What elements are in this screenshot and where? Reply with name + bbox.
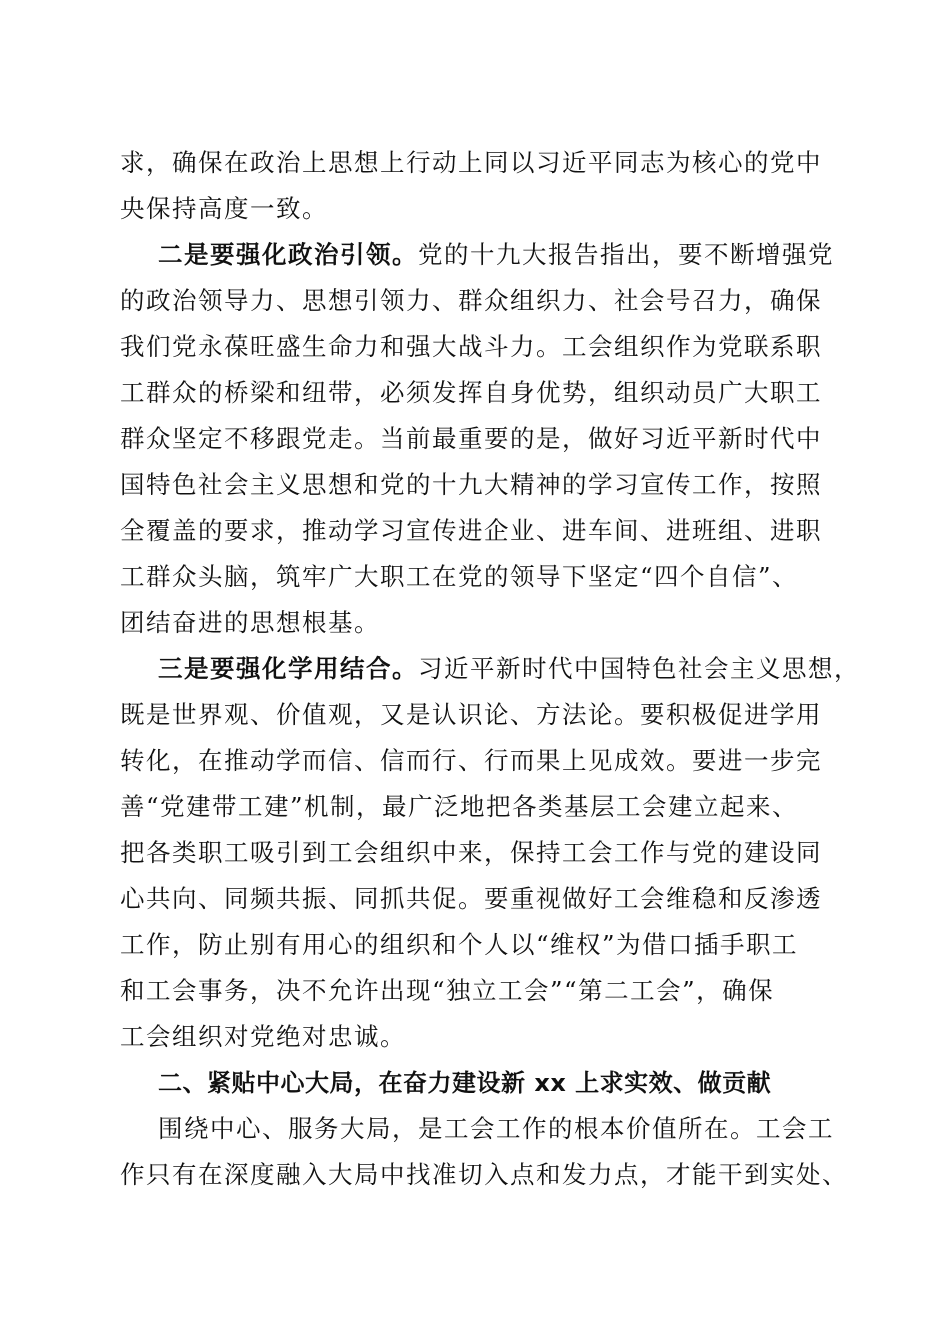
body-line: 既是世界观、价值观，又是认识论、方法论。要积极促进学用 — [120, 700, 822, 729]
body-line: 作只有在深度融入大局中找准切入点和发力点，才能干到实处、 — [120, 1160, 848, 1189]
section-heading: 二、紧贴中心大局，在奋力建设新 xx 上求实效、做贡献 — [158, 1069, 772, 1097]
paragraph-2-first-rest: 党的十九大报告指出，要不断增强党 — [418, 240, 834, 269]
paragraph-3-lead: 三是要强化学用结合。 — [158, 654, 418, 683]
body-line: 心共向、同频共振、同抓共促。要重视做好工会维稳和反渗透 — [120, 884, 822, 913]
body-line: 转化，在推动学而信、信而行、行而果上见成效。要进一步完 — [120, 746, 822, 775]
paragraph-3-first-line — [158, 646, 860, 692]
body-line: 群众坚定不移跟党走。当前最重要的是，做好习近平新时代中 — [120, 424, 822, 453]
paragraph-2-first-line — [158, 232, 834, 278]
body-line: 国特色社会主义思想和党的十九大精神的学习宣传工作，按照 — [120, 470, 822, 499]
body-line: 工群众头脑，筑牢广大职工在党的领导下坚定“四个自信”、 — [120, 562, 799, 591]
body-line: 工群众的桥梁和纽带，必须发挥自身优势，组织动员广大职工 — [120, 378, 822, 407]
body-line: 团结奋进的思想根基。 — [120, 608, 380, 637]
body-line: 把各类职工吸引到工会组织中来，保持工会工作与党的建设同 — [120, 838, 822, 867]
body-line: 全覆盖的要求，推动学习宣传进企业、进车间、进班组、进职 — [120, 516, 822, 545]
body-line: 央保持高度一致。 — [120, 194, 328, 223]
body-line: 工会组织对党绝对忠诚。 — [120, 1022, 406, 1051]
paragraph-4-first-line: 围绕中心、服务大局，是工会工作的根本价值所在。工会工 — [158, 1114, 834, 1143]
body-line: 善“党建带工建”机制，最广泛地把各类基层工会建立起来、 — [120, 792, 799, 821]
paragraph-2-lead: 二是要强化政治引领。 — [158, 240, 418, 269]
body-line: 工作，防止别有用心的组织和个人以“维权”为借口插手职工 — [120, 930, 799, 959]
body-line: 和工会事务，决不允许出现“独立工会”“第二工会”，确保 — [120, 976, 775, 1005]
body-line: 的政治领导力、思想引领力、群众组织力、社会号召力，确保 — [120, 286, 822, 315]
paragraph-3-first-rest: 习近平新时代中国特色社会主义思想， — [418, 654, 860, 683]
body-line: 求，确保在政治上思想上行动上同以习近平同志为核心的党中 — [120, 148, 822, 177]
body-line: 我们党永葆旺盛生命力和强大战斗力。工会组织作为党联系职 — [120, 332, 822, 361]
